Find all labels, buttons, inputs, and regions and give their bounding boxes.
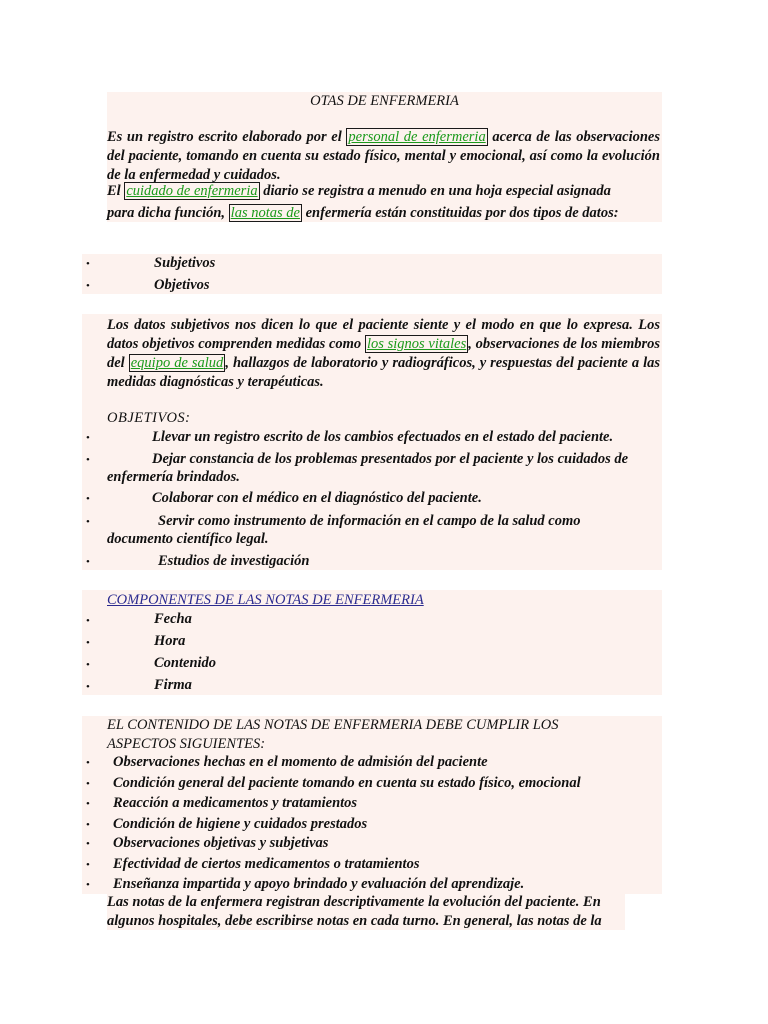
bullet-icon: • [86, 280, 90, 292]
contenido-item-3: Reacción a medicamentos y tratamientos [113, 795, 358, 811]
contenido-item-5: Observaciones objetivas y subjetivas [113, 835, 329, 851]
componentes-heading[interactable]: COMPONENTES DE LAS NOTAS DE ENFERMERIA [107, 592, 424, 608]
intro-text-e: para dicha función, [107, 205, 226, 221]
bullet-icon: • [86, 432, 90, 444]
link-los-signos-vitales[interactable]: los signos vitales [366, 336, 467, 352]
closing-line-1: Las notas de la enfermera registran descriptivamente la evolución del paciente. En [107, 894, 601, 910]
explain-text-c: , hallazgos de laboratorio y radiográficos, y respuestas del paciente a las medidas diagnósticas y terapéuticas. [107, 355, 661, 390]
contenido-item-6: Efectividad de ciertos medicamentos o tratamientos [113, 856, 420, 872]
contenido-item-2: Condición general del paciente tomando en cuenta su estado físico, emocional [113, 775, 581, 791]
intro-paragraph-1 [107, 128, 660, 185]
explain-paragraph [107, 316, 660, 392]
objetivo-item-4-cont: documento científico legal. [107, 531, 269, 547]
bullet-icon: • [86, 258, 90, 270]
componente-firma: Firma [154, 677, 192, 693]
bullet-icon: • [86, 819, 90, 831]
bullet-icon: • [86, 615, 90, 627]
objetivo-item-2-cont: enfermería brindados. [107, 469, 240, 485]
bullet-icon: • [86, 493, 90, 505]
contenido-item-4: Condición de higiene y cuidados prestados [113, 816, 368, 832]
page-title: OTAS DE ENFERMERIA [310, 93, 459, 109]
bullet-icon: • [86, 838, 90, 850]
explain-text-a: Los datos subjetivos nos dicen lo que el paciente siente y el modo en que lo expresa. Los datos objetivos comprenden medidas como [107, 317, 660, 352]
intro-text-d: diario se registra a menudo en una hoja especial asignada [263, 183, 611, 199]
intro-paragraph-2-line-1 [107, 183, 611, 200]
objetivo-item-5: Estudios de investigación [158, 553, 310, 569]
intro-text-f: enfermería están constituidas por dos tipos de datos: [305, 205, 619, 221]
componente-hora: Hora [154, 633, 186, 649]
contenido-heading-line-2: ASPECTOS SIGUIENTES: [107, 736, 266, 752]
componente-fecha: Fecha [154, 611, 192, 627]
objetivos-heading: OBJETIVOS: [107, 410, 191, 426]
link-personal-de-enfermeria[interactable]: personal de enfermeria [348, 129, 486, 145]
objetivo-item-1: Llevar un registro escrito de los cambios efectuados en el estado del paciente. [152, 429, 614, 445]
bullet-icon: • [86, 859, 90, 871]
intro-text-a: Es un registro escrito elaborado por el [107, 129, 342, 145]
objetivo-item-4: Servir como instrumento de información en el campo de la salud como [158, 513, 581, 529]
bullet-icon: • [86, 757, 90, 769]
bullet-icon: • [86, 556, 90, 568]
objetivo-item-2: Dejar constancia de los problemas presentados por el paciente y los cuidados de [152, 451, 629, 467]
link-cuidado-de-enfermeria[interactable]: cuidado de enfermeria [126, 183, 258, 199]
bullet-icon: • [86, 454, 90, 466]
intro-text-c: El [107, 183, 121, 199]
bullet-icon: • [86, 516, 90, 528]
list-item-objetivos: Objetivos [154, 277, 210, 293]
intro-paragraph-2-line-2 [107, 205, 619, 222]
contenido-heading-line-1: EL CONTENIDO DE LAS NOTAS DE ENFERMERIA DEBE CUMPLIR LOS [107, 717, 559, 733]
intro-text-b: acerca de las observaciones del paciente, tomando en cuenta su estado físico, mental y emocional, así como la evolución de la enfermedad y cuidados. [107, 129, 661, 183]
contenido-item-1: Observaciones hechas en el momento de admisión del paciente [113, 754, 488, 770]
componente-contenido: Contenido [154, 655, 217, 671]
bullet-icon: • [86, 778, 90, 790]
bullet-icon: • [86, 681, 90, 693]
explain-text-b: , observaciones de los miembros del [107, 336, 661, 371]
bullet-icon: • [86, 637, 90, 649]
contenido-item-7: Enseñanza impartida y apoyo brindado y evaluación del aprendizaje. [113, 876, 525, 892]
bullet-icon: • [86, 798, 90, 810]
link-las-notas-de[interactable]: las notas de [230, 205, 300, 221]
closing-line-2: algunos hospitales, debe escribirse notas en cada turno. En general, las notas de la [107, 913, 602, 929]
link-equipo-de-salud[interactable]: equipo de salud [130, 355, 224, 371]
bullet-icon: • [86, 659, 90, 671]
objetivo-item-3: Colaborar con el médico en el diagnóstico del paciente. [152, 490, 482, 506]
list-item-subjetivos: Subjetivos [154, 255, 216, 271]
bullet-icon: • [86, 879, 90, 891]
